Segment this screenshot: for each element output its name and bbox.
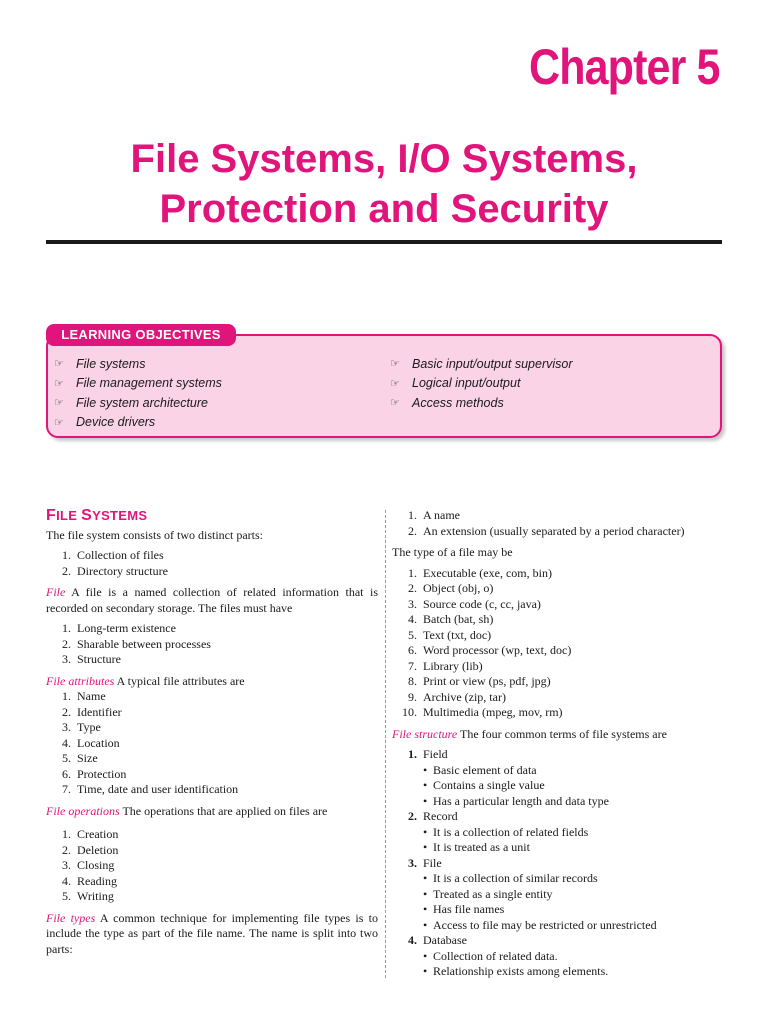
list-item: 4. Reading (62, 873, 117, 888)
objective-item: ☞ Access methods (390, 395, 504, 410)
list-item: 7. Library (lib) (408, 658, 483, 673)
file-types-list (392, 566, 724, 721)
structure-item-record: 2. Record • It is a collection of related fields • It is treated as a unit (392, 809, 724, 856)
structure-item-file: 3. File • It is a collection of similar records • Treated as a single entity • Has file names • Access to file may be restricted or unrestricted (392, 856, 724, 934)
bullet-item: • Collection of related data. (423, 948, 558, 963)
parts-list (46, 548, 378, 579)
file-structure-list (392, 747, 724, 980)
file-structure-paragraph: File structure The four common terms of file systems are (392, 726, 667, 741)
list-item: 5. Text (txt, doc) (408, 627, 492, 642)
learning-objectives-right-list (390, 354, 573, 413)
list-item: 9. Archive (zip, tar) (408, 689, 506, 704)
chapter-title-line-1: File Systems, I/O Systems, (130, 137, 638, 181)
pointing-hand-icon: ☞ (54, 416, 64, 429)
intro-paragraph: The file system consists of two distinct parts: (46, 527, 263, 542)
chapter-number: Chapter 5 (529, 39, 720, 95)
objective-item: ☞ File system architecture (54, 395, 208, 410)
bullet-item: • It is treated as a unit (423, 840, 530, 854)
file-types-paragraph: File types A common technique for implementing file types is to include the type as part of the file name. The name is split into two parts: (46, 910, 379, 956)
objective-item: ☞ Device drivers (54, 415, 156, 430)
objective-item: ☞ Basic input/output supervisor (390, 356, 573, 371)
pointing-hand-icon: ☞ (54, 397, 64, 410)
pointing-hand-icon: ☞ (54, 358, 64, 371)
list-item: 1. Long-term existence (62, 621, 176, 635)
list-item: 5. Writing (62, 889, 114, 903)
bullet-item: • It is a collection of related fields (423, 824, 589, 839)
column-divider (385, 510, 386, 978)
list-item: 1. Creation (62, 827, 119, 841)
file-attributes-list (46, 689, 378, 798)
pointing-hand-icon: ☞ (390, 397, 400, 410)
file-type-intro: The type of a file may be (392, 545, 513, 559)
bullet-item: • It is a collection of similar records (423, 871, 598, 885)
pointing-hand-icon: ☞ (390, 377, 400, 390)
file-operations-paragraph: File operations The operations that are applied on files are (46, 803, 328, 818)
title-rule (46, 240, 722, 244)
learning-objectives-label: LEARNING OBJECTIVES (46, 324, 236, 346)
chapter-title (46, 134, 722, 234)
bullet-item: • Relationship exists among elements. (423, 964, 609, 978)
list-item: 2. Deletion (62, 842, 119, 857)
objective-item: ☞ File systems (54, 356, 146, 371)
objective-item: ☞ Logical input/output (390, 376, 521, 391)
file-definition-paragraph: File A file is a named collection of related information that is recorded on secondary storage. The files must have (46, 585, 378, 615)
list-item: 2. Identifier (62, 704, 122, 719)
learning-objectives-left-list (54, 354, 222, 432)
bullet-item: • Basic element of data (423, 762, 537, 777)
list-item: 10. Multimedia (mpeg, mov, rm) (402, 705, 563, 719)
structure-item-field: 1. Field • Basic element of data • Contains a single value • Has a particular length and data type (392, 747, 724, 809)
list-item: 1. A name (408, 508, 460, 522)
list-item: 3. Closing (62, 858, 115, 872)
list-item: 2. An extension (usually separated by a period character) (408, 523, 685, 538)
pointing-hand-icon: ☞ (390, 358, 400, 371)
list-item: 2. Sharable between processes (62, 636, 211, 651)
bullet-item: • Has file names (423, 902, 505, 916)
list-item: 1. Collection of files (62, 548, 164, 562)
section-heading-file-systems: FILE SYSTEMS (46, 507, 148, 524)
list-item: 2. Directory structure (62, 563, 168, 578)
list-item: 3. Structure (62, 652, 121, 666)
list-item: 2. Object (obj, o) (408, 581, 494, 595)
list-item: 6. Word processor (wp, text, doc) (408, 643, 572, 657)
structure-item-database: 4. Database • Collection of related data. • Relationship exists among elements. (392, 933, 724, 980)
file-attributes-paragraph: File attributes A typical file attributes are (46, 673, 245, 688)
bullet-item: • Contains a single value (423, 778, 545, 792)
left-column (46, 508, 378, 962)
right-column (392, 508, 724, 986)
list-item: 7. Time, date and user identification (62, 782, 239, 796)
list-item: 5. Size (62, 751, 98, 765)
bullet-item: • Treated as a single entity (423, 886, 553, 901)
list-item: 3. Source code (c, cc, java) (408, 596, 541, 611)
pointing-hand-icon: ☞ (54, 377, 64, 390)
file-operations-list (46, 827, 378, 905)
list-item: 4. Location (62, 735, 120, 750)
list-item: 8. Print or view (ps, pdf, jpg) (408, 674, 551, 688)
objective-item: ☞ File management systems (54, 376, 222, 391)
list-item: 1. Executable (exe, com, bin) (408, 565, 552, 580)
list-item: 4. Batch (bat, sh) (408, 612, 494, 626)
name-parts-list (392, 508, 724, 539)
list-item: 3. Type (62, 720, 101, 734)
list-item: 6. Protection (62, 766, 127, 781)
bullet-item: • Access to file may be restricted or unrestricted (423, 917, 657, 932)
chapter-title-line-2: Protection and Security (159, 187, 609, 231)
bullet-item: • Has a particular length and data type (423, 793, 609, 808)
file-must-have-list (46, 621, 378, 668)
list-item: 1. Name (62, 689, 106, 703)
